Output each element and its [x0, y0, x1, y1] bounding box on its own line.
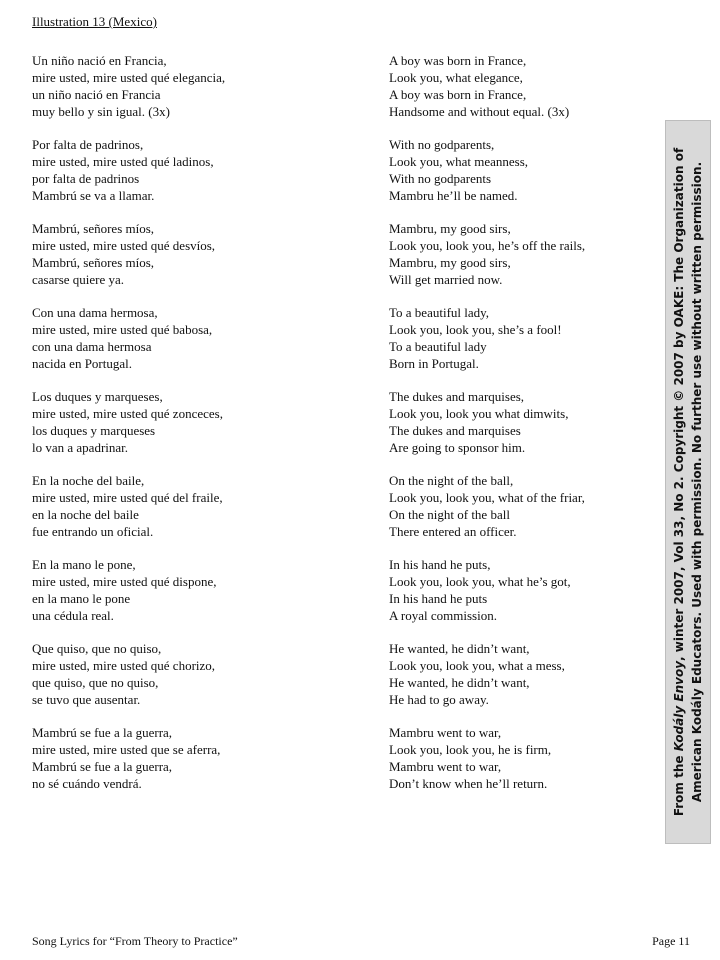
lyric-line: Are going to sponsor him.: [389, 440, 526, 455]
lyric-line: fue entrando un oficial.: [32, 524, 154, 539]
lyric-line: A royal commission.: [389, 608, 497, 623]
lyric-line: Don’t know when he’ll return.: [389, 776, 548, 791]
lyric-line: muy bello y sin igual. (3x): [32, 104, 170, 119]
lyric-line: con una dama hermosa: [32, 339, 152, 354]
lyric-line: mire usted, mire usted qué babosa,: [32, 322, 213, 337]
lyric-line: Mambrú se va a llamar.: [32, 188, 155, 203]
lyric-line: mire usted, mire usted qué dispone,: [32, 574, 217, 589]
lyric-line: Que quiso, que no quiso,: [32, 641, 162, 656]
lyric-line: Look you, look you, he’s off the rails,: [389, 238, 586, 253]
english-lyrics-column: [389, 52, 659, 808]
copyright-notice: [670, 124, 706, 840]
lyric-line: Mambru, my good sirs,: [389, 255, 511, 270]
lyric-line: Look you, what elegance,: [389, 70, 523, 85]
lyric-line: Will get married now.: [389, 272, 503, 287]
lyric-line: Un niño nació en Francia,: [32, 53, 167, 68]
lyric-line: With no godparents: [389, 171, 492, 186]
lyric-line: Handsome and without equal. (3x): [389, 104, 570, 119]
lyric-line: en la noche del baile: [32, 507, 139, 522]
lyric-line: Mambrú se fue a la guerra,: [32, 725, 173, 740]
lyric-line: Born in Portugal.: [389, 356, 479, 371]
stanza-es: [32, 724, 362, 808]
lyric-line: Mambru went to war,: [389, 725, 502, 740]
lyric-line: mire usted, mire usted qué chorizo,: [32, 658, 216, 673]
copyright-suffix: , winter 2007, Vol 33, No 2. Copyright © 2007 by OAKE: The Organization of American Kodály Educators. Used with permission. No further use without written permission.: [672, 147, 704, 803]
lyric-line: por falta de padrinos: [32, 171, 140, 186]
lyric-line: A boy was born in France,: [389, 53, 527, 68]
lyric-line: He wanted, he didn’t want,: [389, 675, 530, 690]
stanza-en: [389, 472, 659, 556]
lyric-line: Mambrú, señores míos,: [32, 221, 155, 236]
lyric-line: To a beautiful lady: [389, 339, 487, 354]
stanza-en: [389, 388, 659, 472]
spanish-lyrics-column: [32, 52, 362, 808]
stanza-en: [389, 640, 659, 724]
page-number: Page 11: [652, 934, 690, 948]
lyric-line: To a beautiful lady,: [389, 305, 490, 320]
lyric-line: los duques y marqueses: [32, 423, 156, 438]
lyric-line: Mambru went to war,: [389, 759, 502, 774]
lyric-line: Look you, look you, he is firm,: [389, 742, 552, 757]
journal-name: Kodály Envoy: [672, 660, 686, 752]
lyric-line: On the night of the ball,: [389, 473, 514, 488]
stanza-en: [389, 724, 659, 808]
lyric-line: nacida en Portugal.: [32, 356, 132, 371]
copyright-sidebar: [665, 120, 711, 844]
lyric-line: una cédula real.: [32, 608, 114, 623]
stanza-es: [32, 472, 362, 556]
lyric-line: Mambru he’ll be named.: [389, 188, 518, 203]
lyric-line: mire usted, mire usted qué elegancia,: [32, 70, 226, 85]
lyric-line: mire usted, mire usted qué desvíos,: [32, 238, 216, 253]
lyric-line: He wanted, he didn’t want,: [389, 641, 530, 656]
stanza-en: [389, 220, 659, 304]
lyric-line: que quiso, que no quiso,: [32, 675, 159, 690]
stanza-es: [32, 388, 362, 472]
stanza-es: [32, 304, 362, 388]
lyric-line: mire usted, mire usted que se aferra,: [32, 742, 221, 757]
lyric-line: se tuvo que ausentar.: [32, 692, 141, 707]
stanza-es: [32, 556, 362, 640]
lyric-line: With no godparents,: [389, 137, 495, 152]
lyric-line: mire usted, mire usted qué ladinos,: [32, 154, 214, 169]
lyric-line: In his hand he puts: [389, 591, 488, 606]
stanza-es: [32, 640, 362, 724]
lyric-line: There entered an officer.: [389, 524, 517, 539]
lyric-line: In his hand he puts,: [389, 557, 491, 572]
lyric-line: Look you, look you, she’s a fool!: [389, 322, 562, 337]
lyric-line: casarse quiere ya.: [32, 272, 125, 287]
stanza-es: [32, 220, 362, 304]
stanza-en: [389, 304, 659, 388]
lyric-line: mire usted, mire usted qué del fraile,: [32, 490, 223, 505]
lyric-line: Los duques y marqueses,: [32, 389, 163, 404]
stanza-es: [32, 52, 362, 136]
lyric-line: Look you, look you, what of the friar,: [389, 490, 585, 505]
stanza-es: [32, 136, 362, 220]
lyric-line: Look you, look you, what he’s got,: [389, 574, 571, 589]
footer-caption: Song Lyrics for “From Theory to Practice”: [32, 934, 238, 948]
stanza-en: [389, 52, 659, 136]
lyric-line: He had to go away.: [389, 692, 489, 707]
lyric-line: mire usted, mire usted qué zonceces,: [32, 406, 223, 421]
lyric-line: En la mano le pone,: [32, 557, 136, 572]
lyric-line: On the night of the ball: [389, 507, 510, 522]
lyric-line: un niño nació en Francia: [32, 87, 161, 102]
document-title: Illustration 13 (Mexico): [32, 14, 157, 29]
stanza-en: [389, 556, 659, 640]
lyric-line: Look you, look you what dimwits,: [389, 406, 569, 421]
copyright-prefix: From the: [672, 751, 686, 817]
lyric-line: Por falta de padrinos,: [32, 137, 144, 152]
lyric-line: lo van a apadrinar.: [32, 440, 129, 455]
lyric-line: A boy was born in France,: [389, 87, 527, 102]
lyric-line: en la mano le pone: [32, 591, 131, 606]
lyric-line: Look you, look you, what a mess,: [389, 658, 565, 673]
stanza-en: [389, 136, 659, 220]
lyric-line: The dukes and marquises: [389, 423, 521, 438]
lyric-line: no sé cuándo vendrá.: [32, 776, 142, 791]
lyric-line: Mambrú, señores míos,: [32, 255, 155, 270]
lyric-line: Con una dama hermosa,: [32, 305, 158, 320]
lyric-line: The dukes and marquises,: [389, 389, 525, 404]
lyric-line: En la noche del baile,: [32, 473, 145, 488]
lyric-line: Mambrú se fue a la guerra,: [32, 759, 173, 774]
lyric-line: Mambru, my good sirs,: [389, 221, 511, 236]
lyric-line: Look you, what meanness,: [389, 154, 529, 169]
